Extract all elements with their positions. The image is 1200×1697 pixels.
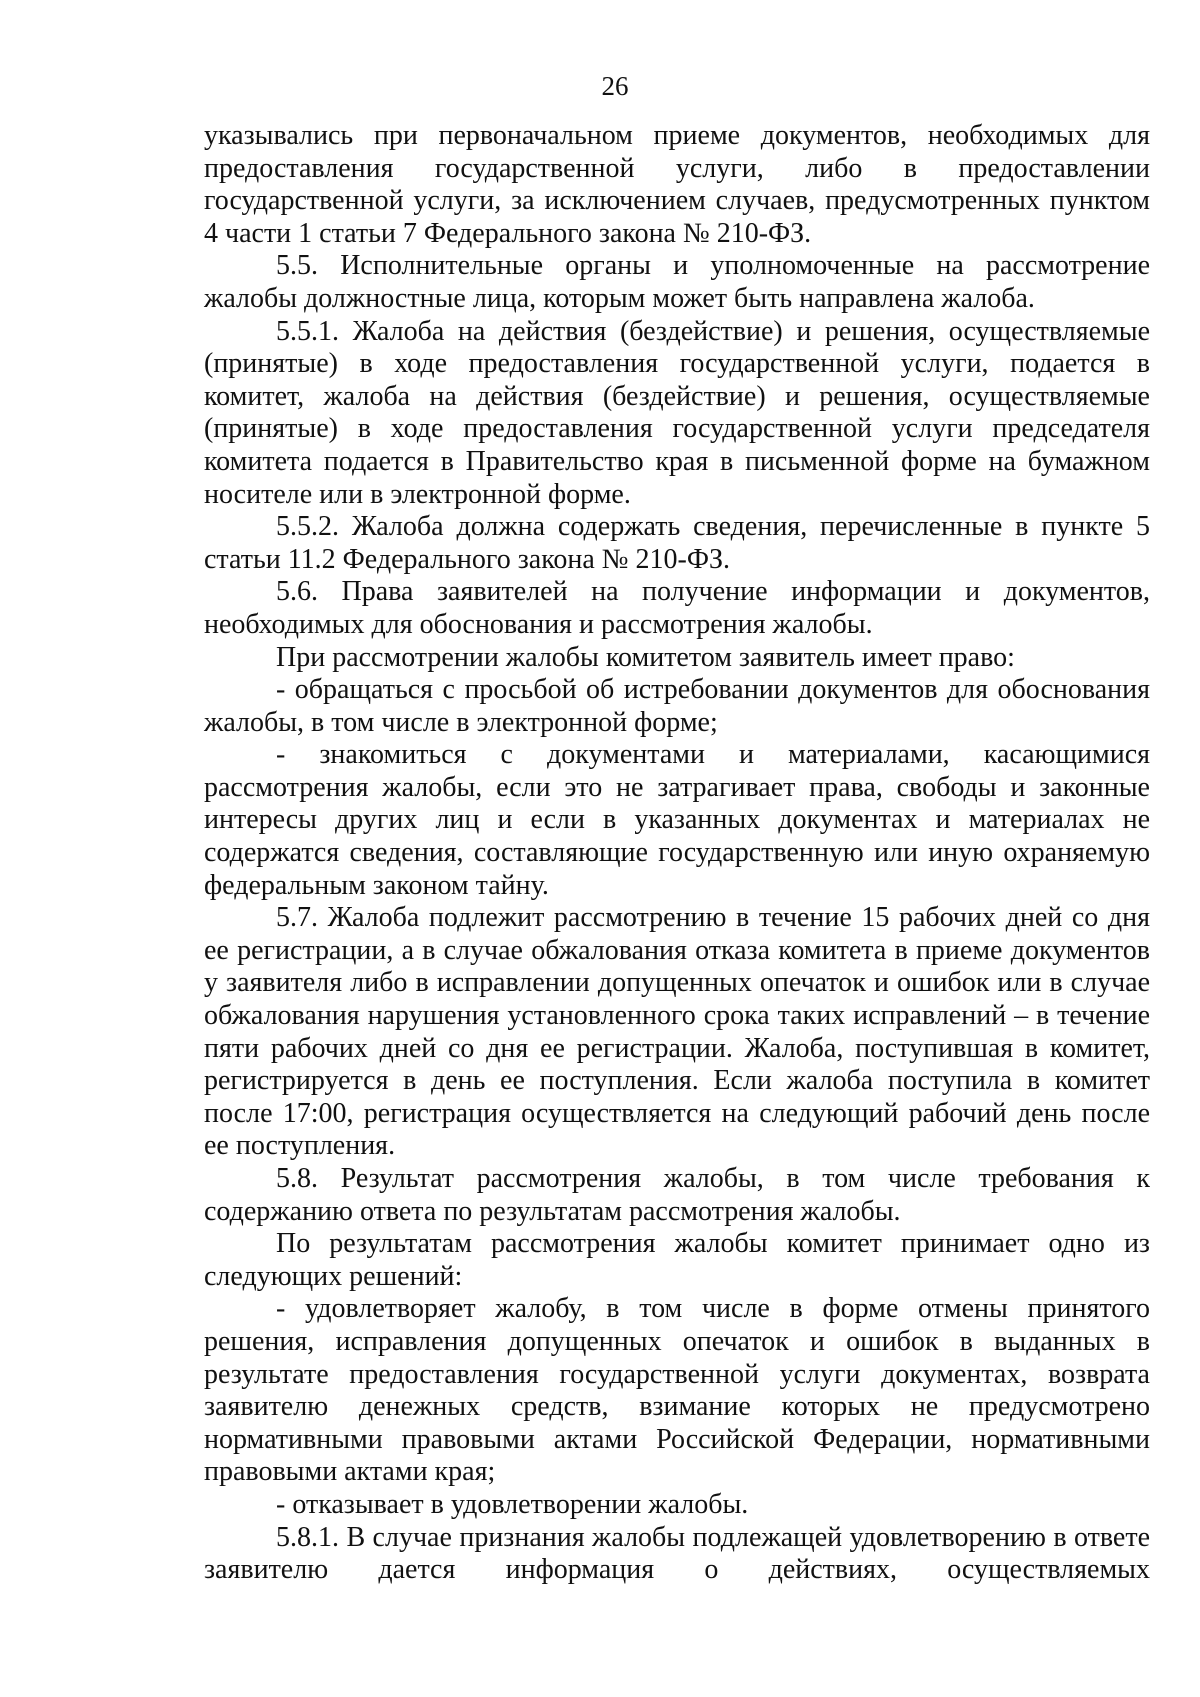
document-body	[204, 120, 1150, 1587]
list-item-request-documents: - обращаться с просьбой об истребовании документов для обоснования жалобы, в том числе в электронной форме;	[204, 674, 1150, 738]
list-item-satisfy-complaint: - удовлетворяет жалобу, в том числе в форме отмены принятого решения, исправления допущенных опечаток и ошибок в выданных в результате предоставления государственной услуги документах, возврата заявителю денежных средств, взимание которых не предусмотрено нормативными правовыми актами Российской Федерации, нормативными правовыми актами края;	[204, 1293, 1150, 1488]
paragraph-5-7: 5.7. Жалоба подлежит рассмотрению в течение 15 рабочих дней со дня ее регистрации, а в случае обжалования отказа комитета в приеме документов у заявителя либо в исправлении допущенных опечаток и ошибок или в случае обжалования нарушения установленного срока таких исправлений – в течение пяти рабочих дней со дня ее регистрации. Жалоба, поступившая в комитет, регистрируется в день ее поступления. Если жалоба поступила в комитет после 17:00, регистрация осуществляется на следующий рабочий день после ее поступления.	[204, 902, 1150, 1162]
list-item-review-materials: - знакомиться с документами и материалами, касающимися рассмотрения жалобы, если это не затрагивает права, свободы и законные интересы других лиц и если в указанных документах и материалах не содержатся сведения, составляющие государственную или иную охраняемую федеральным законом тайну.	[204, 739, 1150, 901]
paragraph-5-8-1: 5.8.1. В случае признания жалобы подлежащей удовлетворению в ответе заявителю дается информация о действиях, осуществляемых	[204, 1521, 1150, 1586]
paragraph-decisions-intro: По результатам рассмотрения жалобы комитет принимает одно из следующих решений:	[204, 1228, 1150, 1292]
page-number: 26	[601, 71, 629, 101]
paragraph-rights-intro: При рассмотрении жалобы комитетом заявитель имеет право:	[276, 641, 1015, 673]
paragraph-5-5: 5.5. Исполнительные органы и уполномоченные на рассмотрение жалобы должностные лица, которым может быть направлена жалоба.	[204, 250, 1150, 314]
paragraph-5-5-1: 5.5.1. Жалоба на действия (бездействие) и решения, осуществляемые (принятые) в ходе предоставления государственной услуги, подается в комитет, жалоба на действия (бездействие) и решения, осуществляемые (принятые) в ходе предоставления государственной услуги председателя комитета подается в Правительство края в письменной форме на бумажном носителе или в электронной форме.	[204, 315, 1150, 510]
paragraph-5-8: 5.8. Результат рассмотрения жалобы, в том числе требования к содержанию ответа по результатам рассмотрения жалобы.	[204, 1163, 1150, 1227]
paragraph-continuation: указывались при первоначальном приеме документов, необходимых для предоставления государственной услуги, либо в предоставлении государственной услуги, за исключением случаев, предусмотренных пунктом 4 части 1 статьи 7 Федерального закона № 210-ФЗ.	[204, 120, 1150, 249]
list-item-reject-complaint: - отказывает в удовлетворении жалобы.	[276, 1488, 749, 1520]
paragraph-5-6: 5.6. Права заявителей на получение информации и документов, необходимых для обоснования и рассмотрения жалобы.	[204, 576, 1150, 640]
paragraph-5-5-2: 5.5.2. Жалоба должна содержать сведения, перечисленные в пункте 5 статьи 11.2 Федерального закона № 210-ФЗ.	[204, 511, 1150, 575]
